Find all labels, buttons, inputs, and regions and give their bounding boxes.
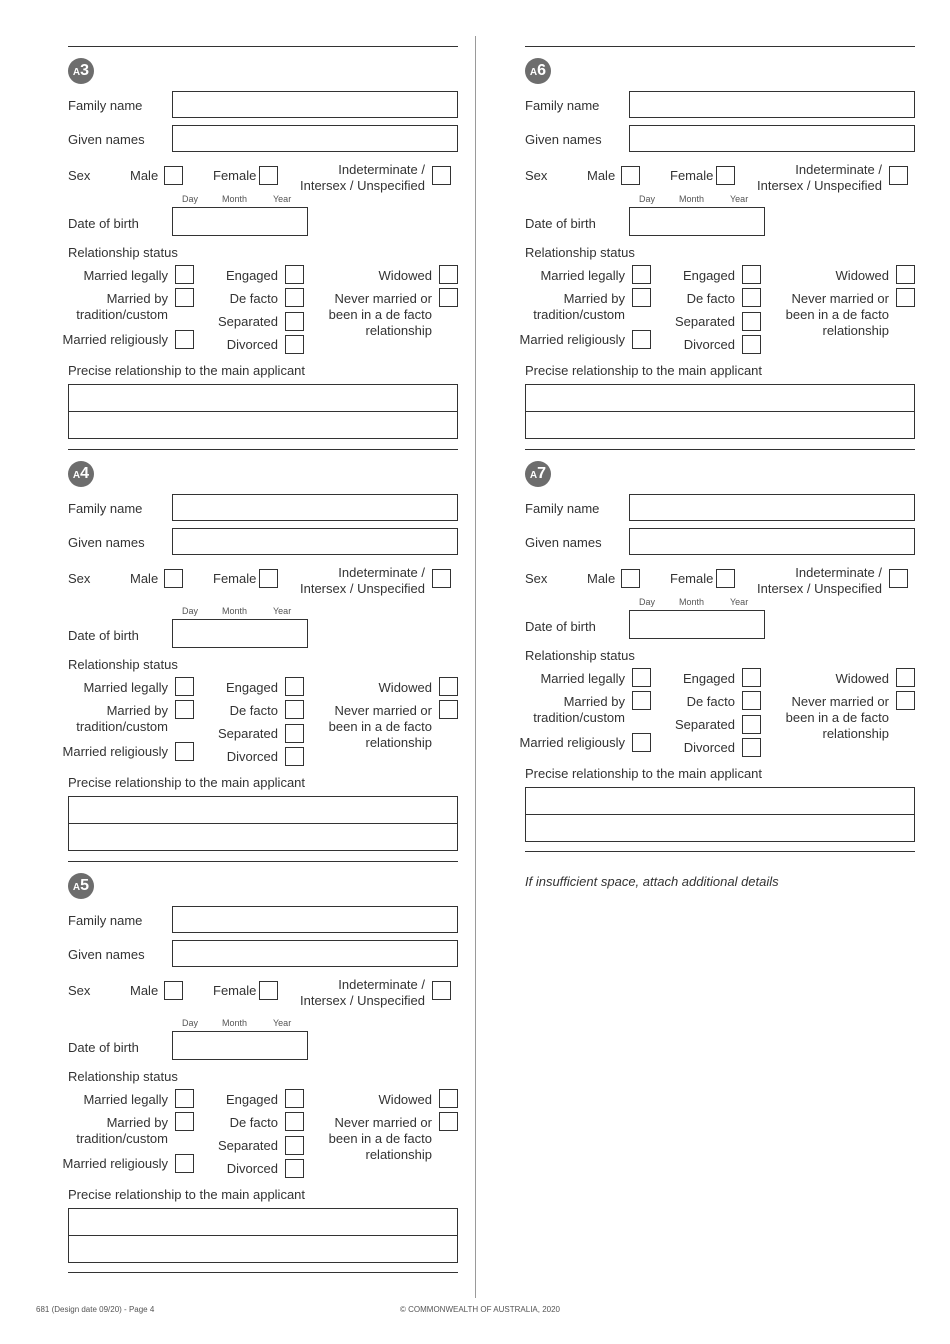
section-badge-number: 4 — [80, 465, 90, 482]
married-legally-checkbox[interactable] — [632, 265, 651, 284]
section-badge-number: 5 — [80, 877, 90, 894]
sex-male-label: Male — [587, 168, 616, 183]
section-badge-prefix: A — [72, 67, 81, 78]
dob-month-label: Month — [679, 597, 705, 607]
widowed-checkbox[interactable] — [439, 1089, 458, 1108]
never-married-label-line2: been in a de facto — [785, 307, 889, 322]
dob-day-label: Day — [182, 606, 199, 616]
engaged-checkbox[interactable] — [742, 668, 761, 687]
married-by-tradition-checkbox[interactable] — [632, 288, 651, 307]
married-legally-label: Married legally — [83, 680, 168, 695]
never-married-label-line1: Never married or — [791, 694, 889, 709]
married-religiously-checkbox[interactable] — [632, 330, 651, 349]
precise-relationship-label: Precise relationship to the main applicant — [525, 766, 763, 781]
married-legally-checkbox[interactable] — [632, 668, 651, 687]
never-married-checkbox[interactable] — [439, 1112, 458, 1131]
family-name-label: Family name — [525, 98, 600, 113]
sex-female-label: Female — [213, 571, 257, 586]
given-names-input[interactable] — [172, 125, 458, 152]
sex-label: Sex — [525, 168, 548, 183]
precise-relationship-input-line2[interactable] — [68, 1235, 458, 1263]
married-legally-checkbox[interactable] — [175, 1089, 194, 1108]
dob-year-label: Year — [730, 194, 749, 204]
relationship-status-label: Relationship status — [68, 1069, 178, 1084]
family-name-input[interactable] — [172, 91, 458, 118]
footer-form-id: 681 (Design date 09/20) - Page 4 — [36, 1305, 155, 1314]
date-of-birth-input[interactable] — [172, 619, 308, 648]
family-name-label: Family name — [525, 501, 600, 516]
sex-indeterminate-checkbox[interactable] — [432, 981, 451, 1000]
sex-female-checkbox[interactable] — [716, 166, 735, 185]
sex-indeterminate-label-line1: Indeterminate / — [338, 565, 425, 580]
separated-label: Separated — [218, 1138, 278, 1153]
sex-male-label: Male — [587, 571, 616, 586]
sex-indeterminate-checkbox[interactable] — [889, 166, 908, 185]
divorced-checkbox[interactable] — [285, 747, 304, 766]
separated-label: Separated — [675, 314, 735, 329]
dob-month-label: Month — [222, 606, 248, 616]
section-top-rule — [68, 861, 458, 862]
family-name-label: Family name — [68, 501, 143, 516]
widowed-label: Widowed — [378, 680, 432, 695]
divorced-label: Divorced — [683, 740, 735, 755]
widowed-label: Widowed — [378, 268, 432, 283]
married-by-label-line1: Married by — [563, 291, 625, 306]
section-top-rule — [68, 449, 458, 450]
section-number-badge — [68, 58, 94, 84]
widowed-checkbox[interactable] — [896, 265, 915, 284]
section-bottom-rule — [68, 1272, 458, 1273]
dob-label: Date of birth — [525, 216, 596, 231]
de-facto-checkbox[interactable] — [742, 288, 761, 307]
never-married-label-line1: Never married or — [334, 291, 432, 306]
relationship-status-label: Relationship status — [525, 648, 635, 663]
section-badge-number: 7 — [537, 465, 547, 482]
married-by-label-line2: tradition/custom — [533, 710, 625, 725]
separated-label: Separated — [218, 314, 278, 329]
given-names-label: Given names — [525, 535, 602, 550]
sex-female-checkbox[interactable] — [259, 569, 278, 588]
engaged-label: Engaged — [225, 680, 278, 695]
never-married-checkbox[interactable] — [896, 691, 915, 710]
dob-day-label: Day — [639, 597, 656, 607]
married-religiously-checkbox[interactable] — [175, 330, 194, 349]
section-number-badge — [68, 873, 94, 899]
married-by-label-line2: tradition/custom — [76, 719, 168, 734]
never-married-label-line1: Never married or — [334, 703, 432, 718]
sex-female-label: Female — [670, 168, 714, 183]
separated-checkbox[interactable] — [285, 312, 304, 331]
divorced-checkbox[interactable] — [742, 335, 761, 354]
dob-label: Date of birth — [525, 619, 596, 634]
divorced-checkbox[interactable] — [285, 1159, 304, 1178]
dob-year-label: Year — [273, 606, 292, 616]
sex-male-checkbox[interactable] — [621, 569, 640, 588]
sex-male-checkbox[interactable] — [621, 166, 640, 185]
engaged-checkbox[interactable] — [285, 1089, 304, 1108]
relationship-status-label: Relationship status — [68, 657, 178, 672]
sex-indeterminate-label-line1: Indeterminate / — [795, 162, 882, 177]
engaged-label: Engaged — [682, 268, 735, 283]
engaged-label: Engaged — [225, 1092, 278, 1107]
de-facto-label: De facto — [229, 291, 278, 306]
precise-relationship-input-line1[interactable] — [525, 787, 915, 815]
dob-label: Date of birth — [68, 628, 139, 643]
sex-female-checkbox[interactable] — [259, 981, 278, 1000]
married-religiously-checkbox[interactable] — [632, 733, 651, 752]
never-married-label-line3: relationship — [365, 1147, 432, 1162]
precise-relationship-label: Precise relationship to the main applicant — [68, 1187, 306, 1202]
married-religiously-checkbox[interactable] — [175, 1154, 194, 1173]
de-facto-label: De facto — [229, 1115, 278, 1130]
de-facto-label: De facto — [686, 291, 735, 306]
precise-relationship-input-line1[interactable] — [68, 384, 458, 412]
widowed-label: Widowed — [378, 1092, 432, 1107]
never-married-label-line2: been in a de facto — [328, 719, 432, 734]
separated-checkbox[interactable] — [285, 724, 304, 743]
never-married-label-line1: Never married or — [334, 1115, 432, 1130]
de-facto-label: De facto — [229, 703, 278, 718]
divorced-label: Divorced — [226, 749, 278, 764]
married-by-label-line1: Married by — [563, 694, 625, 709]
divorced-label: Divorced — [683, 337, 735, 352]
dob-year-label: Year — [273, 1018, 292, 1028]
widowed-checkbox[interactable] — [439, 265, 458, 284]
divorced-checkbox[interactable] — [742, 738, 761, 757]
de-facto-checkbox[interactable] — [285, 288, 304, 307]
date-of-birth-input[interactable] — [629, 207, 765, 236]
married-by-tradition-checkbox[interactable] — [175, 1112, 194, 1131]
date-of-birth-input[interactable] — [172, 207, 308, 236]
precise-relationship-input-line1[interactable] — [68, 1208, 458, 1236]
married-by-label-line2: tradition/custom — [76, 1131, 168, 1146]
de-facto-checkbox[interactable] — [285, 1112, 304, 1131]
sex-indeterminate-label-line2: Intersex / Unspecified — [299, 581, 425, 596]
precise-relationship-input-line1[interactable] — [525, 384, 915, 412]
widowed-label: Widowed — [835, 268, 889, 283]
sex-male-checkbox[interactable] — [164, 166, 183, 185]
widowed-label: Widowed — [835, 671, 889, 686]
given-names-label: Given names — [68, 947, 145, 962]
given-names-input[interactable] — [172, 940, 458, 967]
sex-female-label: Female — [213, 983, 257, 998]
precise-relationship-input-line1[interactable] — [68, 796, 458, 824]
section-badge-prefix: A — [72, 470, 81, 481]
sex-indeterminate-label-line2: Intersex / Unspecified — [299, 178, 425, 193]
section-badge-prefix: A — [72, 882, 81, 893]
engaged-checkbox[interactable] — [742, 265, 761, 284]
never-married-label-line1: Never married or — [791, 291, 889, 306]
divorced-checkbox[interactable] — [285, 335, 304, 354]
sex-indeterminate-label-line1: Indeterminate / — [338, 162, 425, 177]
never-married-label-line3: relationship — [365, 323, 432, 338]
married-religiously-checkbox[interactable] — [175, 742, 194, 761]
sex-male-label: Male — [130, 983, 159, 998]
relationship-status-label: Relationship status — [525, 245, 635, 260]
widowed-checkbox[interactable] — [896, 668, 915, 687]
married-religiously-label: Married religiously — [519, 332, 625, 347]
de-facto-checkbox[interactable] — [285, 700, 304, 719]
married-by-label-line2: tradition/custom — [533, 307, 625, 322]
sex-indeterminate-label-line1: Indeterminate / — [795, 565, 882, 580]
sex-female-label: Female — [213, 168, 257, 183]
dob-day-label: Day — [639, 194, 656, 204]
engaged-label: Engaged — [225, 268, 278, 283]
precise-relationship-label: Precise relationship to the main applicant — [68, 775, 306, 790]
sex-male-label: Male — [130, 168, 159, 183]
dob-label: Date of birth — [68, 216, 139, 231]
given-names-label: Given names — [525, 132, 602, 147]
family-name-input[interactable] — [172, 494, 458, 521]
never-married-label-line2: been in a de facto — [328, 307, 432, 322]
never-married-checkbox[interactable] — [896, 288, 915, 307]
section-top-rule — [525, 46, 915, 47]
sex-indeterminate-label-line2: Intersex / Unspecified — [756, 178, 882, 193]
de-facto-checkbox[interactable] — [742, 691, 761, 710]
de-facto-label: De facto — [686, 694, 735, 709]
dob-day-label: Day — [182, 194, 199, 204]
dob-month-label: Month — [222, 1018, 248, 1028]
engaged-checkbox[interactable] — [285, 677, 304, 696]
section-top-rule — [68, 46, 458, 47]
section-number-badge — [525, 461, 551, 487]
sex-female-checkbox[interactable] — [259, 166, 278, 185]
never-married-label-line2: been in a de facto — [785, 710, 889, 725]
precise-relationship-label: Precise relationship to the main applicant — [525, 363, 763, 378]
never-married-label-line2: been in a de facto — [328, 1131, 432, 1146]
section-top-rule — [525, 449, 915, 450]
section-number-badge — [525, 58, 551, 84]
engaged-label: Engaged — [682, 671, 735, 686]
sex-indeterminate-checkbox[interactable] — [432, 569, 451, 588]
sex-indeterminate-label-line2: Intersex / Unspecified — [299, 993, 425, 1008]
married-by-tradition-checkbox[interactable] — [632, 691, 651, 710]
married-legally-checkbox[interactable] — [175, 677, 194, 696]
sex-indeterminate-checkbox[interactable] — [432, 166, 451, 185]
married-by-label-line1: Married by — [106, 291, 168, 306]
married-religiously-label: Married religiously — [519, 735, 625, 750]
dob-year-label: Year — [730, 597, 749, 607]
sex-indeterminate-label-line2: Intersex / Unspecified — [756, 581, 882, 596]
date-of-birth-input[interactable] — [629, 610, 765, 639]
sex-female-label: Female — [670, 571, 714, 586]
sex-label: Sex — [68, 571, 91, 586]
sex-label: Sex — [525, 571, 548, 586]
married-by-label-line1: Married by — [106, 1115, 168, 1130]
relationship-status-label: Relationship status — [68, 245, 178, 260]
precise-relationship-input-line2[interactable] — [525, 814, 915, 842]
dob-month-label: Month — [679, 194, 705, 204]
precise-relationship-input-line2[interactable] — [68, 411, 458, 439]
married-legally-label: Married legally — [540, 268, 625, 283]
married-legally-label: Married legally — [83, 268, 168, 283]
sex-indeterminate-checkbox[interactable] — [889, 569, 908, 588]
section-badge-number: 6 — [537, 62, 547, 79]
date-of-birth-input[interactable] — [172, 1031, 308, 1060]
sex-female-checkbox[interactable] — [716, 569, 735, 588]
given-names-input[interactable] — [172, 528, 458, 555]
separated-checkbox[interactable] — [742, 312, 761, 331]
family-name-label: Family name — [68, 98, 143, 113]
never-married-checkbox[interactable] — [439, 700, 458, 719]
given-names-label: Given names — [68, 132, 145, 147]
widowed-checkbox[interactable] — [439, 677, 458, 696]
family-name-input[interactable] — [172, 906, 458, 933]
married-legally-checkbox[interactable] — [175, 265, 194, 284]
married-religiously-label: Married religiously — [62, 332, 168, 347]
sex-male-checkbox[interactable] — [164, 981, 183, 1000]
given-names-input[interactable] — [629, 528, 915, 555]
family-name-input[interactable] — [629, 91, 915, 118]
divorced-label: Divorced — [226, 337, 278, 352]
never-married-checkbox[interactable] — [439, 288, 458, 307]
separated-label: Separated — [675, 717, 735, 732]
section-badge-prefix: A — [529, 470, 538, 481]
given-names-input[interactable] — [629, 125, 915, 152]
section-bottom-rule — [525, 851, 915, 852]
married-legally-label: Married legally — [83, 1092, 168, 1107]
separated-label: Separated — [218, 726, 278, 741]
married-by-label-line1: Married by — [106, 703, 168, 718]
never-married-label-line3: relationship — [365, 735, 432, 750]
engaged-checkbox[interactable] — [285, 265, 304, 284]
section-badge-prefix: A — [529, 67, 538, 78]
dob-year-label: Year — [273, 194, 292, 204]
section-badge-number: 3 — [80, 62, 90, 79]
dob-month-label: Month — [222, 194, 248, 204]
sex-indeterminate-label-line1: Indeterminate / — [338, 977, 425, 992]
never-married-label-line3: relationship — [822, 323, 889, 338]
married-legally-label: Married legally — [540, 671, 625, 686]
precise-relationship-input-line2[interactable] — [68, 823, 458, 851]
married-religiously-label: Married religiously — [62, 744, 168, 759]
given-names-label: Given names — [68, 535, 145, 550]
separated-checkbox[interactable] — [285, 1136, 304, 1155]
column-divider — [475, 36, 476, 1298]
married-by-label-line2: tradition/custom — [76, 307, 168, 322]
married-by-tradition-checkbox[interactable] — [175, 700, 194, 719]
family-name-input[interactable] — [629, 494, 915, 521]
dob-label: Date of birth — [68, 1040, 139, 1055]
dob-day-label: Day — [182, 1018, 199, 1028]
sex-male-label: Male — [130, 571, 159, 586]
precise-relationship-label: Precise relationship to the main applicant — [68, 363, 306, 378]
separated-checkbox[interactable] — [742, 715, 761, 734]
married-by-tradition-checkbox[interactable] — [175, 288, 194, 307]
sex-label: Sex — [68, 983, 91, 998]
precise-relationship-input-line2[interactable] — [525, 411, 915, 439]
sex-label: Sex — [68, 168, 91, 183]
never-married-label-line3: relationship — [822, 726, 889, 741]
married-religiously-label: Married religiously — [62, 1156, 168, 1171]
sex-male-checkbox[interactable] — [164, 569, 183, 588]
section-number-badge — [68, 461, 94, 487]
family-name-label: Family name — [68, 913, 143, 928]
insufficient-space-note: If insufficient space, attach additional details — [525, 874, 779, 889]
footer-copyright: © COMMONWEALTH OF AUSTRALIA, 2020 — [400, 1305, 560, 1314]
divorced-label: Divorced — [226, 1161, 278, 1176]
